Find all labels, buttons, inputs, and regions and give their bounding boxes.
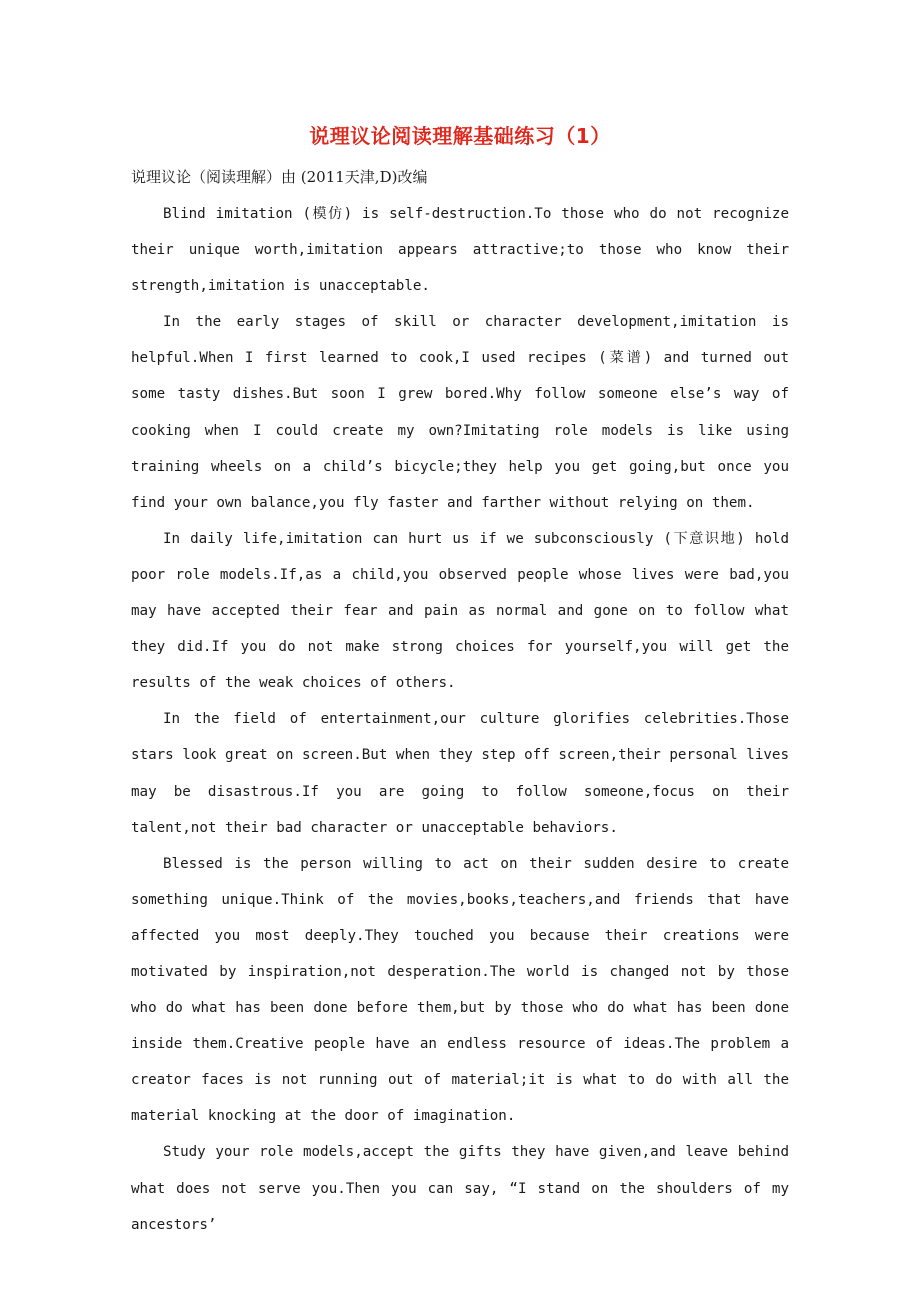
source-line: 说理议论（阅读理解）由 (2011天津,D)改编 — [131, 168, 428, 186]
paragraph-4: In the field of entertainment,our culture glorifies celebrities.Those stars look great on screen.But when they step off screen,their personal lives may be disastrous.If you are going to follow someone,focus on their talent,not their bad character or unacceptable behaviors. — [131, 711, 789, 836]
paragraph-6: Study your role models,accept the gifts they have given,and leave behind what does not serve you.Then you can say, “I stand on the shoulders of my ancestors’ — [131, 1144, 789, 1233]
article-body — [131, 196, 789, 1243]
paragraph-2: In the early stages of skill or character development,imitation is helpful.When I first learned to cook,I used recipes (菜谱) and turned out some tasty dishes.But soon I grew bored.Why follow someone else’s way of cooking when I could create my own?Imitating role models is like using training wheels on a child’s bicycle;they help you get going,but once you find your own balance,you fly faster and farther without relying on them. — [131, 314, 789, 511]
paragraph-3: In daily life,imitation can hurt us if we subconsciously (下意识地) hold poor role models.If,as a child,you observed people whose lives were bad,you may have accepted their fear and pain as normal and gone on to follow what they did.If you do not make strong choices for yourself,you will get the results of the weak choices of others. — [131, 530, 789, 692]
page-title: 说理议论阅读理解基础练习（1） — [309, 124, 611, 148]
paragraph-1: Blind imitation (模仿) is self-destruction.To those who do not recognize their unique worth,imitation appears attractive;to those who know their strength,imitation is unacceptable. — [131, 206, 789, 295]
paragraph-5: Blessed is the person willing to act on their sudden desire to create something unique.Think of the movies,books,teachers,and friends that have affected you most deeply.They touched you because their creations were motivated by inspiration,not desperation.The world is changed not by those who do what has been done before them,but by those who do what has been done inside them.Creative people have an endless resource of ideas.The problem a creator faces is not running out of material;it is what to do with all the material knocking at the door of imagination. — [131, 855, 789, 1125]
